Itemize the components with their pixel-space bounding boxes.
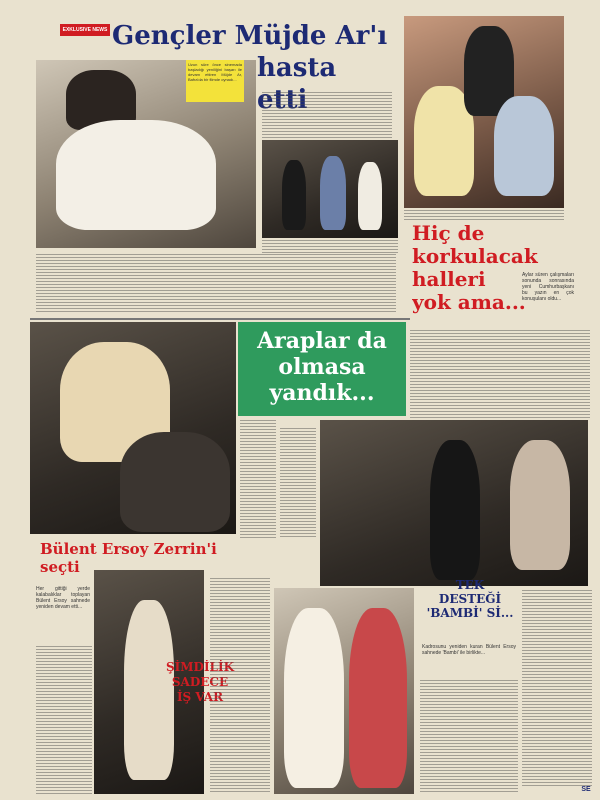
article-text-4 bbox=[280, 428, 316, 538]
badge-text: EXKLUSIVE NEWS bbox=[62, 27, 108, 33]
headline5-line3: İŞ VAR bbox=[176, 690, 224, 704]
headline5-line2: SADECE bbox=[171, 675, 229, 689]
article-text-3 bbox=[240, 420, 276, 538]
headline1-line3: etti bbox=[257, 85, 308, 115]
footer-tag-text: SE bbox=[581, 786, 591, 793]
headline2-line1: Hiç de bbox=[412, 222, 485, 245]
footer-tag bbox=[574, 786, 598, 798]
exclusive-badge bbox=[60, 24, 110, 36]
photo-party bbox=[320, 420, 588, 586]
headline3-line2: olmasa bbox=[278, 354, 366, 380]
article-text-6 bbox=[210, 578, 270, 794]
headline2-line4: yok ama... bbox=[412, 290, 526, 314]
photo-bambi bbox=[274, 588, 414, 794]
headline3-text bbox=[238, 322, 406, 406]
headline6-line1: TEK bbox=[455, 578, 485, 592]
article-text-7 bbox=[420, 680, 518, 794]
article-text-5 bbox=[36, 646, 92, 794]
aylar-text: Aylar süren çalışmaları sonunda sonrasında yeni Cumhurbaşkanı bu yazın en çok konuşulanı oldu... bbox=[522, 272, 574, 302]
headline6-line3: 'BAMBİ' Sİ... bbox=[426, 606, 514, 620]
yellow-caption-text: Uzun süre önce sinemada başladığı yeniliğini başarı ile devam ettiren Müjde Ar, Bafra'da bir filmde oynadı... bbox=[188, 62, 242, 82]
bambi-text: Kadrosunu yeniden kuran Bülent Ersoy sahnede 'Bambi' ile birlikte... bbox=[422, 644, 516, 656]
article-text-8 bbox=[522, 590, 592, 786]
headline-tek-destegi bbox=[420, 578, 520, 638]
headline6-line2: DESTEĞİ bbox=[438, 592, 502, 606]
headline5-line1: ŞİMDİLİK bbox=[165, 660, 235, 674]
photo-film-set bbox=[262, 140, 398, 238]
caption-three-women bbox=[404, 210, 564, 222]
headline1-line2: hasta bbox=[257, 53, 337, 83]
headline4-line2: seçti bbox=[40, 558, 80, 576]
intro-column bbox=[262, 92, 392, 138]
headline-araplar-box bbox=[238, 322, 406, 416]
article-text-1 bbox=[36, 254, 396, 312]
bulent-text: Her gittiği yerde kalabalıklar toplayan Bülent Ersoy sahnede yeniden devam etti... bbox=[36, 586, 90, 610]
headline1-line1: Gençler Müjde Ar'ı bbox=[112, 21, 388, 51]
photo-bulent-singing bbox=[30, 322, 236, 534]
headline2-line3: halleri bbox=[412, 267, 486, 291]
headline3-line1: Araplar da bbox=[257, 328, 387, 354]
photo-three-women bbox=[404, 16, 564, 208]
headline2-line2: korkulacak bbox=[412, 244, 538, 268]
caption-film-set bbox=[262, 240, 398, 254]
divider bbox=[30, 318, 410, 320]
article-text-2 bbox=[410, 330, 590, 420]
headline4-line1: Bülent Ersoy Zerrin'i bbox=[40, 540, 217, 558]
headline3-line3: yandık... bbox=[269, 380, 375, 406]
